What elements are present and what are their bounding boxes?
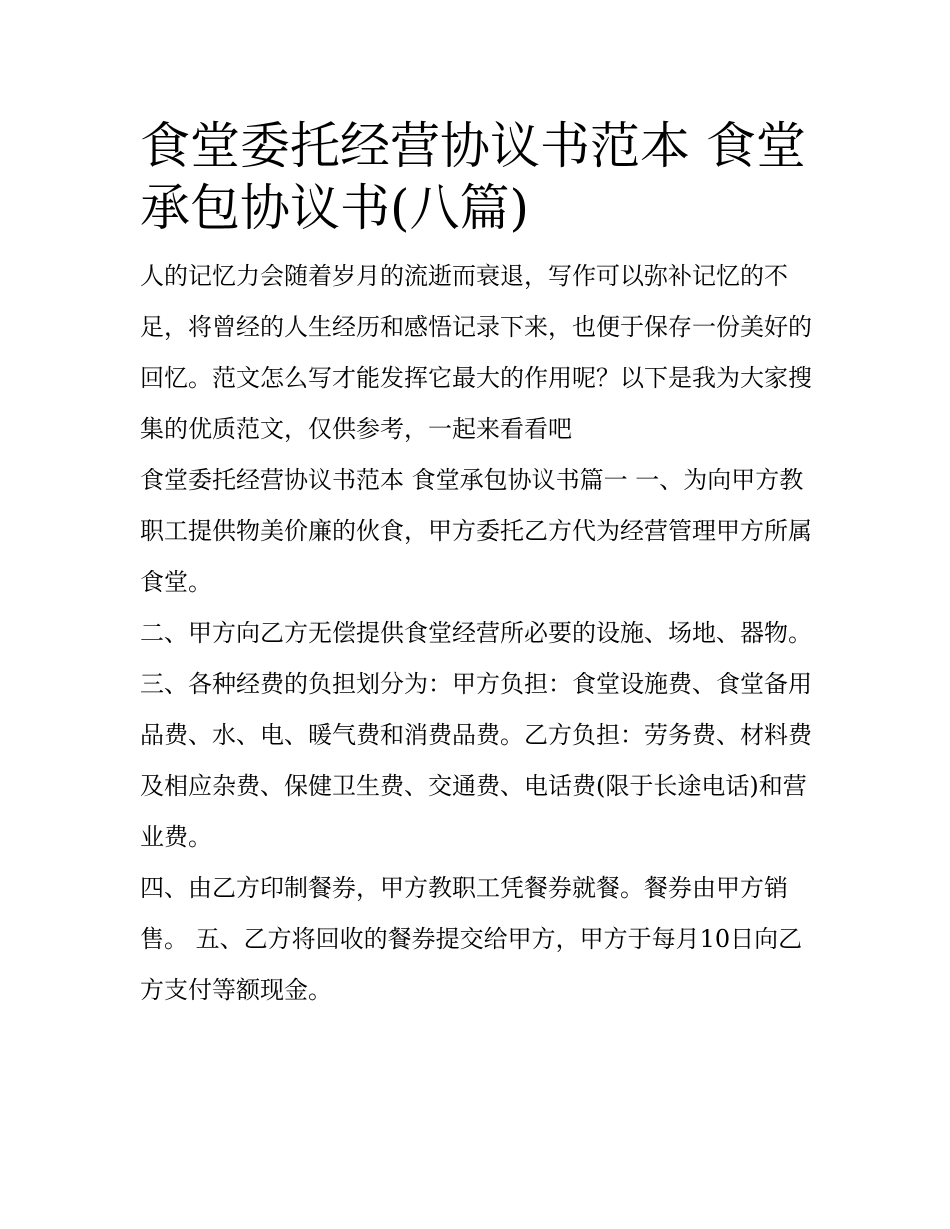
- document-content: [140, 115, 815, 1016]
- clause-2-paragraph: 二、甲方向乙方无偿提供食堂经营所必要的设施、场地、器物。: [140, 619, 812, 647]
- document-title: 食堂委托经营协议书范本 食堂承包协议书(八篇): [140, 117, 806, 237]
- clause-3-paragraph: 三、各种经费的负担划分为：甲方负担：食堂设施费、食堂备用品费、水、电、暖气费和消费品费。乙方负担：劳务费、材料费及相应杂费、保健卫生费、交通费、电话费(限于长途电话)和营业费。: [140, 670, 812, 851]
- clause-4-5-paragraph: 四、由乙方印制餐券，甲方教职工凭餐券就餐。餐券由甲方销售。 五、乙方将回收的餐券提交给甲方，甲方于每月10日向乙方支付等额现金。: [140, 874, 803, 1004]
- intro-paragraph: 人的记忆力会随着岁月的流逝而衰退，写作可以弥补记忆的不足，将曾经的人生经历和感悟记录下来，也便于保存一份美好的回忆。范文怎么写才能发挥它最大的作用呢？以下是我为大家搜集的优质范文，仅供参考，一起来看看吧: [140, 262, 812, 443]
- clause-1-paragraph: 食堂委托经营协议书范本 食堂承包协议书篇一 一、为向甲方教职工提供物美价廉的伙食，甲方委托乙方代为经营管理甲方所属食堂。: [140, 466, 812, 596]
